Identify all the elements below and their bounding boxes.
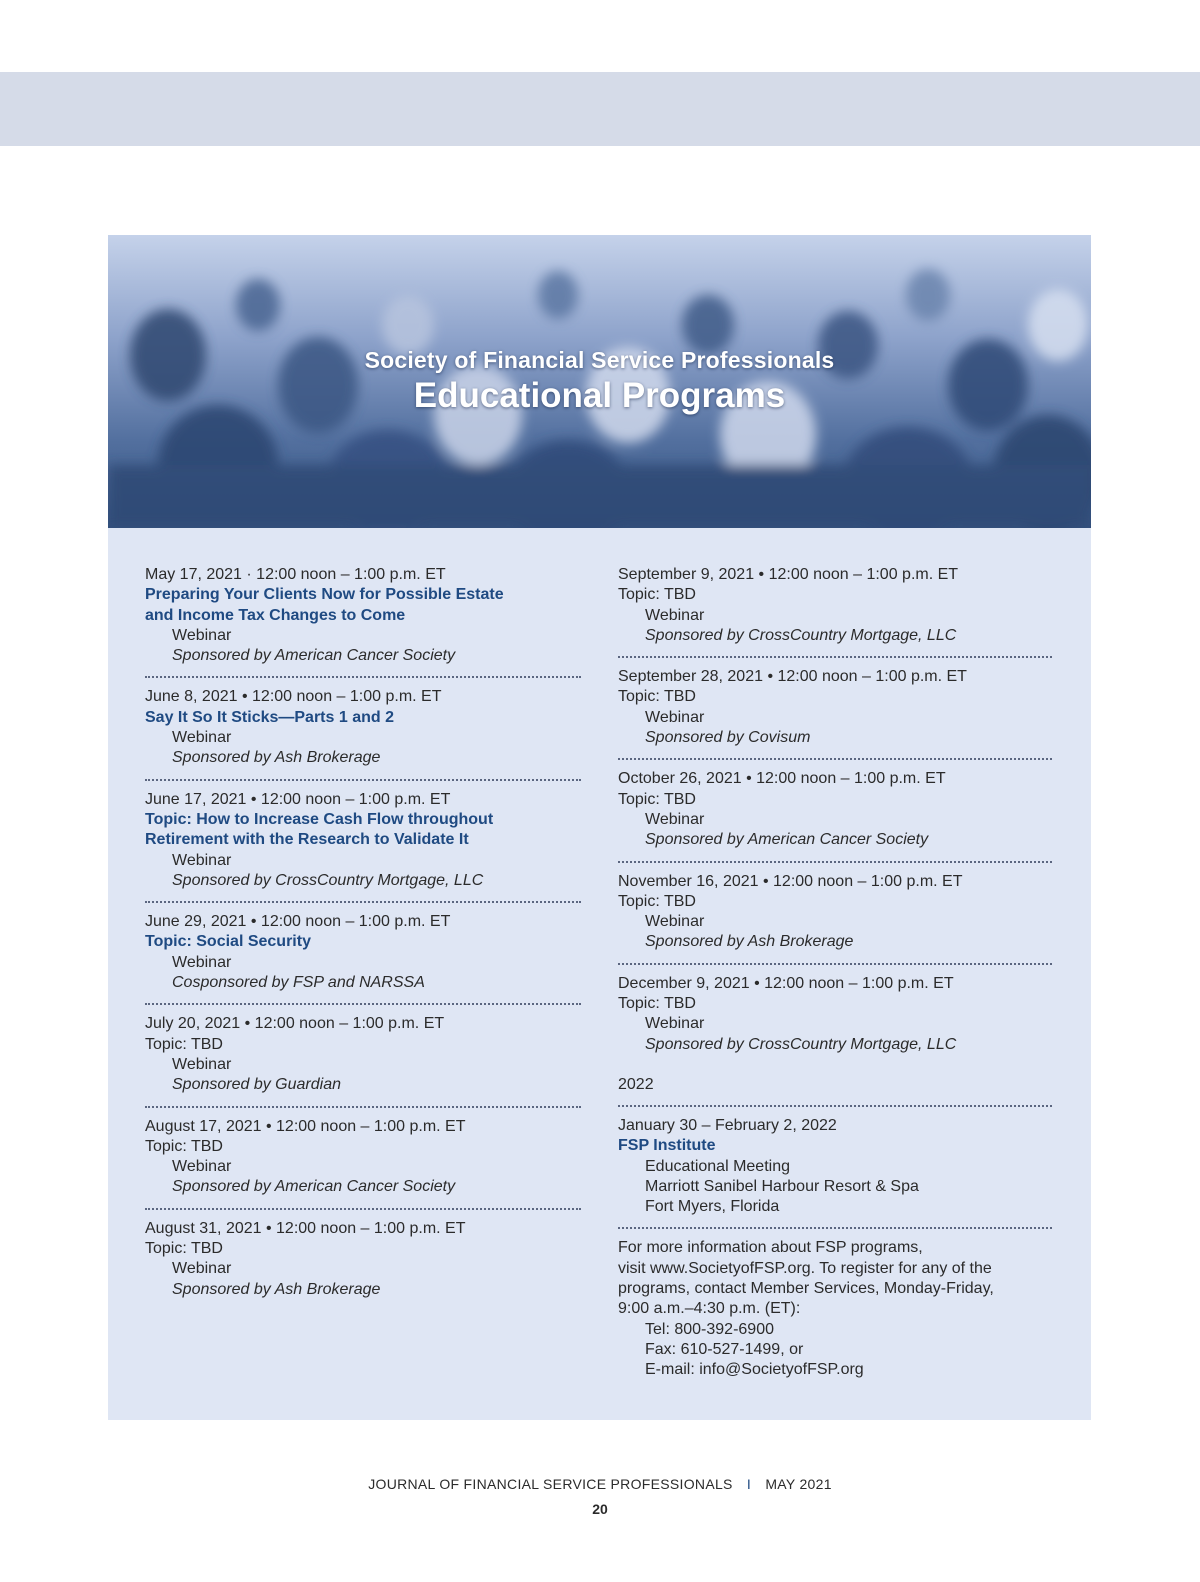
event-sponsor: Sponsored by CrossCountry Mortgage, LLC — [645, 626, 957, 644]
event-format: Webinar — [645, 606, 705, 624]
page-title: Educational Programs — [413, 376, 786, 415]
divider — [618, 1227, 1052, 1229]
event-date: May 17, 2021 · 12:00 noon – 1:00 p.m. ET — [145, 566, 446, 583]
divider — [145, 901, 581, 903]
journal-name: JOURNAL OF FINANCIAL SERVICE PROFESSIONALS — [368, 1476, 733, 1492]
event-date: July 20, 2021 • 12:00 noon – 1:00 p.m. ET — [145, 1015, 445, 1033]
divider — [618, 1105, 1052, 1107]
event-sponsor: Sponsored by American Cancer Society — [172, 647, 456, 665]
institute-entry — [618, 1116, 1052, 1217]
footer-separator: I — [746, 1476, 752, 1492]
hero-banner — [108, 235, 1091, 528]
event-topic: and Income Tax Changes to Come — [145, 606, 406, 624]
event-topic: Topic: TBD — [618, 688, 696, 706]
right-column — [618, 565, 1052, 1381]
event-entry — [145, 1219, 581, 1300]
event-entry — [145, 912, 581, 993]
event-entry — [145, 565, 581, 666]
event-format: Webinar — [645, 810, 705, 828]
event-topic: Topic: TBD — [618, 995, 696, 1013]
event-entry — [618, 769, 1052, 850]
event-entry — [145, 687, 581, 768]
event-sponsor: Sponsored by Ash Brokerage — [172, 1280, 381, 1298]
event-location: Fort Myers, Florida — [645, 1198, 780, 1216]
left-column — [145, 565, 581, 1300]
event-format: Webinar — [172, 1260, 232, 1278]
event-detail: Educational Meeting — [645, 1157, 790, 1175]
event-topic: Topic: TBD — [145, 1137, 223, 1155]
email-address: E-mail: info@SocietyofFSP.org — [645, 1361, 864, 1379]
divider — [618, 861, 1052, 863]
info-line: 9:00 a.m.–4:30 p.m. (ET): — [618, 1300, 801, 1318]
event-topic: Topic: TBD — [618, 892, 696, 910]
event-sponsor: Sponsored by Ash Brokerage — [172, 749, 381, 767]
event-entry — [618, 872, 1052, 953]
event-date: June 8, 2021 • 12:00 noon – 1:00 p.m. ET — [145, 688, 442, 706]
event-format: Webinar — [172, 953, 232, 971]
event-format: Webinar — [645, 708, 705, 726]
event-sponsor: Sponsored by Ash Brokerage — [645, 933, 854, 951]
footer — [0, 1476, 1200, 1492]
event-topic: Topic: TBD — [618, 586, 696, 604]
divider — [145, 1208, 581, 1210]
issue-date: MAY 2021 — [765, 1476, 832, 1492]
event-topic: Topic: TBD — [618, 790, 696, 808]
divider — [145, 1106, 581, 1108]
event-format: Webinar — [172, 626, 232, 644]
event-topic: Topic: TBD — [145, 1240, 223, 1258]
event-date: September 28, 2021 • 12:00 noon – 1:00 p.m. ET — [618, 668, 967, 686]
divider — [145, 779, 581, 781]
organization-name: Society of Financial Service Professionals — [364, 347, 835, 373]
event-sponsor: Cosponsored by FSP and NARSSA — [172, 974, 425, 992]
divider — [618, 656, 1052, 658]
event-date: June 17, 2021 • 12:00 noon – 1:00 p.m. ET — [145, 790, 451, 808]
programs-card — [108, 235, 1091, 1420]
event-entry — [618, 565, 1052, 646]
event-date: December 9, 2021 • 12:00 noon – 1:00 p.m. ET — [618, 974, 954, 992]
event-date: June 29, 2021 • 12:00 noon – 1:00 p.m. ET — [145, 913, 451, 931]
info-line: For more information about FSP programs, — [618, 1239, 923, 1257]
event-entry — [145, 1117, 581, 1198]
event-date: October 26, 2021 • 12:00 noon – 1:00 p.m. ET — [618, 770, 946, 788]
event-topic: Topic: TBD — [145, 1035, 223, 1053]
event-topic: Topic: How to Increase Cash Flow throughout — [145, 810, 494, 828]
event-sponsor: Sponsored by CrossCountry Mortgage, LLC — [172, 871, 484, 889]
info-line: programs, contact Member Services, Monday-Friday, — [618, 1280, 994, 1298]
divider — [618, 758, 1052, 760]
event-entry — [618, 667, 1052, 748]
year-heading: 2022 — [618, 1075, 654, 1093]
event-format: Webinar — [172, 1158, 232, 1176]
event-format: Webinar — [172, 1055, 232, 1073]
event-topic: Preparing Your Clients Now for Possible Estate — [145, 586, 504, 604]
event-sponsor: Sponsored by Covisum — [645, 729, 811, 747]
hero-heading — [108, 347, 1091, 416]
divider — [145, 676, 581, 678]
event-sponsor: Sponsored by Guardian — [172, 1076, 341, 1094]
event-topic: Say It So It Sticks—Parts 1 and 2 — [145, 708, 394, 726]
event-date: August 17, 2021 • 12:00 noon – 1:00 p.m. ET — [145, 1117, 466, 1135]
phone-number: Tel: 800-392-6900 — [645, 1320, 774, 1338]
event-sponsor: Sponsored by CrossCountry Mortgage, LLC — [645, 1035, 957, 1053]
event-topic: Retirement with the Research to Validate It — [145, 831, 469, 849]
page-number: 20 — [592, 1501, 608, 1517]
event-date: January 30 – February 2, 2022 — [618, 1116, 837, 1134]
event-format: Webinar — [645, 1015, 705, 1033]
divider — [145, 1003, 581, 1005]
event-format: Webinar — [172, 851, 232, 869]
event-entry — [145, 1014, 581, 1095]
fax-number: Fax: 610-527-1499, or — [645, 1340, 804, 1358]
event-topic: Topic: Social Security — [145, 933, 311, 951]
event-title: FSP Institute — [618, 1137, 716, 1155]
contact-info — [618, 1238, 1052, 1380]
divider — [618, 963, 1052, 965]
event-date: November 16, 2021 • 12:00 noon – 1:00 p.m. ET — [618, 872, 963, 890]
right-events — [618, 565, 1052, 1055]
top-band — [0, 72, 1200, 146]
event-venue: Marriott Sanibel Harbour Resort & Spa — [645, 1177, 919, 1195]
event-entry — [618, 974, 1052, 1055]
info-line: visit www.SocietyofFSP.org. To register for any of the — [618, 1259, 992, 1277]
event-format: Webinar — [172, 729, 232, 747]
event-sponsor: Sponsored by American Cancer Society — [172, 1178, 456, 1196]
event-format: Webinar — [645, 913, 705, 931]
event-date: September 9, 2021 • 12:00 noon – 1:00 p.m. ET — [618, 566, 959, 583]
event-entry — [145, 790, 581, 891]
event-sponsor: Sponsored by American Cancer Society — [645, 831, 929, 849]
event-date: August 31, 2021 • 12:00 noon – 1:00 p.m. ET — [145, 1219, 466, 1237]
